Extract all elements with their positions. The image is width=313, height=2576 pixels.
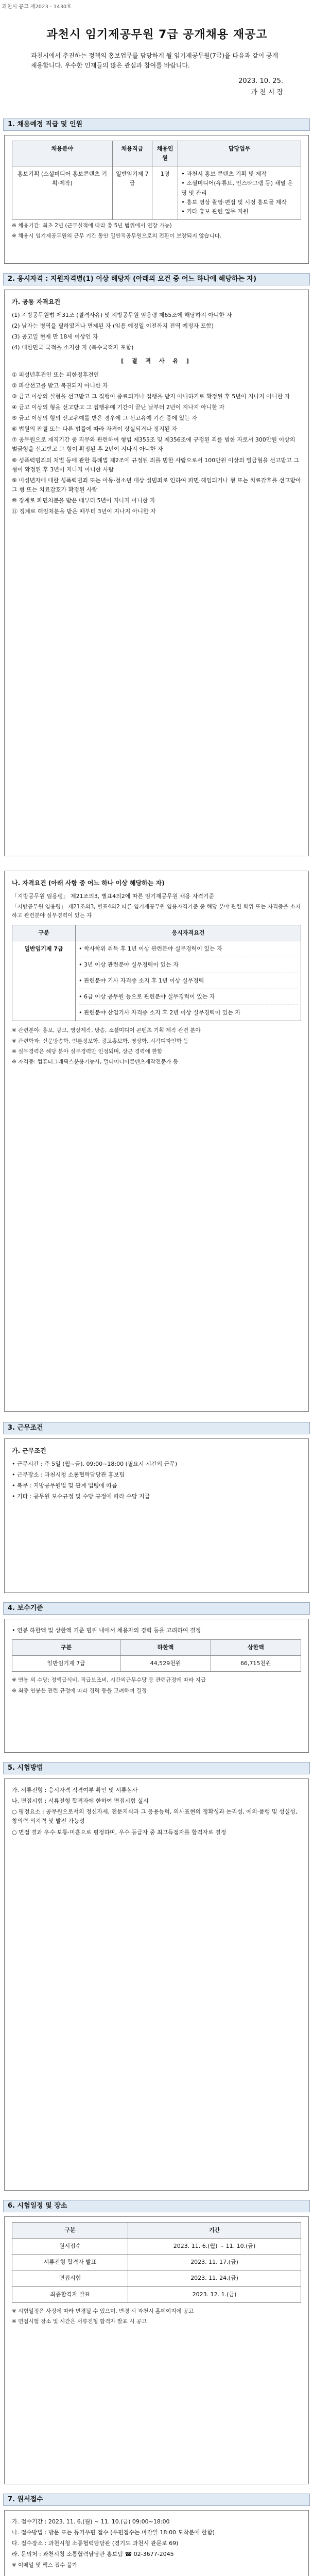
schedule-stage: 최종합격자 발표 xyxy=(12,2286,128,2302)
schedule-date: 2023. 12. 1.(금) xyxy=(128,2286,301,2302)
positions-note: ※ 채용시 임기제공무원의 근무 기간 동안 일반직공무원으로의 전환이 보장되지 않습니다. xyxy=(12,233,222,240)
table-header: 기간 xyxy=(128,2223,301,2239)
field-cell: 홍보기획 (소셜미디어 홍보콘텐츠 기획·제작) xyxy=(12,166,113,220)
pay-note: ※ 최종 연봉은 관련 규정에 따라 경력 등을 고려하여 결정 xyxy=(12,1687,147,1694)
table-header: 구분 xyxy=(12,1640,120,1656)
work-item: • 근무시간 : 주 5일 (월~금), 09:00~18:00 (필요시 시간외 근무) xyxy=(12,1460,178,1467)
disqualification-item: ⑦ 공무원으로 재직기간 중 직무와 관련하여 형법 제355조 및 제356조에 규정된 죄를 범한 자로서 300만원 이상의 벌금형을 선고받고 그 형이 확정된 후 2년이 지나지 아니한 자 xyxy=(12,436,295,453)
qualification-note: ※ 실무경력은 해당 분야 실무경력만 인정되며, 상근 경력에 한함 xyxy=(12,1048,163,1055)
qualification-note: ※ 관련분야: 홍보, 광고, 영상제작, 방송, 소셜미디어 콘텐츠 기획·제작 관련 분야 xyxy=(12,1027,201,1034)
requirement-item: • 3년 이상 관련분야 실무경력이 있는 자 xyxy=(79,961,179,968)
schedule-note: ※ 시험일정은 사정에 따라 변경될 수 있으며, 변경 시 과천시 홈페이지에 공고 xyxy=(12,2308,194,2314)
table-row xyxy=(12,2255,301,2270)
section-heading-application: 7. 원서접수 xyxy=(3,2494,310,2506)
table-row xyxy=(12,1656,301,1672)
schedule-block xyxy=(4,2216,309,2484)
duty-item: • 기타 홍보 관련 업무 지원 xyxy=(181,208,249,215)
duties-cell xyxy=(178,166,301,220)
pay-min-cell: 44,529천원 xyxy=(120,1656,211,1672)
signature-block xyxy=(31,76,283,98)
section-heading-pay: 4. 보수기준 xyxy=(3,1602,310,1615)
duty-item: • 홍보 영상 촬영·편집 및 시정 홍보물 제작 xyxy=(181,198,287,206)
qualifications-specific-block xyxy=(4,871,309,1412)
table-row xyxy=(12,166,301,220)
page-title: 과천시 임기제공무원 7급 공개채용 재공고 xyxy=(46,28,268,41)
announcement-date: 2023. 10. 25. xyxy=(238,77,283,86)
pay-table xyxy=(12,1639,301,1672)
exam-item: ○ 평정요소 : 공무원으로서의 정신자세, 전문지식과 그 응용능력, 의사표현의 정확성과 논리성, 예의·품행 및 성실성, 창의력·의지력 및 발전 가능성 xyxy=(12,1808,298,1825)
specific-qual-note: 「지방공무원 임용령」 제21조의3, 별표4의2 따른 임기제공무원 임용자격기준 중 해당 분야 관련 학위 또는 자격증을 소지하고 관련분야 실무경력이 있는 자 xyxy=(12,903,301,919)
specific-qual-title: 나. 자격요건 (아래 사항 중 어느 하나 이상 해당하는 자) xyxy=(12,879,165,887)
requirements-cell xyxy=(76,941,301,1021)
qualification-table xyxy=(12,925,301,1022)
table-header: 상한액 xyxy=(211,1640,301,1656)
application-item: 가. 접수기간 : 2023. 11. 6.(월) ~ 11. 10.(금) 09:00~18:00 xyxy=(12,2518,170,2525)
positions-table xyxy=(12,141,301,220)
disqualification-item: ⑧ 성폭력범죄의 처벌 등에 관한 특례법 제2조에 규정된 죄를 범한 사람으로서 100만원 이상의 벌금형을 선고받고 그 형이 확정된 후 3년이 지나지 아니한 사람 xyxy=(12,456,299,473)
grade-cell: 일반임기제 7급 xyxy=(112,166,152,220)
pay-max-cell: 66,715천원 xyxy=(211,1656,301,1672)
schedule-table xyxy=(12,2222,301,2303)
common-qual-item: (2) 남자는 병역을 필하였거나 면제된 자 (임용 예정일 이전까지 전역 예정자 포함) xyxy=(12,322,214,329)
disqualification-item: ⑤ 금고 이상의 형의 선고유예를 받은 경우에 그 선고유예 기간 중에 있는 자 xyxy=(12,415,197,422)
duty-item: • 과천시 홍보 콘텐츠 기획 및 제작 xyxy=(181,171,267,178)
application-item: 나. 접수방법 : 방문 또는 등기우편 접수 (우편접수는 마감일 18:00 도착분에 한함) xyxy=(12,2529,215,2536)
table-row xyxy=(12,2286,301,2302)
table-header: 구분 xyxy=(12,2223,128,2239)
work-item: • 복무 : 지방공무원법 및 관계 법령에 따름 xyxy=(12,1482,117,1489)
duty-item: • 소셜미디어(유튜브, 인스타그램 등) 채널 운영 및 관리 xyxy=(181,180,293,196)
disqualification-item: ④ 금고 이상의 형을 선고받고 그 집행유예 기간이 끝난 날부터 2년이 지나지 아니한 자 xyxy=(12,403,224,411)
application-note: ※ 이메일 및 팩스 접수 불가 xyxy=(12,2562,77,2568)
schedule-stage: 서류전형 합격자 발표 xyxy=(12,2255,128,2270)
common-qual-item: (3) 공고일 현재 만 18세 이상인 자 xyxy=(12,333,98,341)
table-header: 응시자격요건 xyxy=(76,925,301,941)
specific-qual-intro: 「지방공무원 임용령」 제21조의3, 별표4의2에 따른 임기제공무원 채용 자격기준 xyxy=(12,892,215,900)
common-qual-item: (4) 대한민국 국적을 소지한 자 (복수국적자 포함) xyxy=(12,344,134,351)
table-row xyxy=(12,2239,301,2255)
work-item: • 근무장소 : 과천시청 소통협력담당관 홍보팀 xyxy=(12,1471,125,1478)
section-heading-qualifications: 2. 응시자격 : 지원자격별(1) 이상 해당자 (아래의 요건 중 어느 하나에 해당하는 자) xyxy=(3,273,310,285)
qualifications-common-block xyxy=(4,290,309,856)
disqualification-item: ⑨ 미성년자에 대한 성폭력범죄 또는 아동·청소년 대상 성범죄로 인하여 파면·해임되거나 형 또는 치료감호를 선고받아 그 형 또는 치료감호가 확정된 사람 xyxy=(12,477,301,494)
pay-note: ※ 연봉 외 수당: 정액급식비, 직급보조비, 시간외근무수당 등 관련규정에 따라 지급 xyxy=(12,1677,206,1684)
schedule-date: 2023. 11. 17.(금) xyxy=(128,2255,301,2270)
disqualification-item: ③ 금고 이상의 실형을 선고받고 그 집행이 종료되거나 집행을 받지 아니하기로 확정된 후 5년이 지나지 아니한 자 xyxy=(12,393,290,400)
section-heading-exam: 5. 시험방법 xyxy=(3,1762,310,1774)
positions-block xyxy=(4,135,309,264)
table-row xyxy=(12,2270,301,2286)
section-heading-work: 3. 근무조건 xyxy=(3,1422,310,1434)
disqualification-item: ⑩ 징계로 파면처분을 받은 때부터 5년이 지나지 아니한 자 xyxy=(12,497,155,504)
announcement-number: 과천시 공고 제2023 - 1430호 xyxy=(2,4,72,10)
application-block xyxy=(4,2510,309,2576)
section-heading-positions: 1. 채용예정 직급 및 인원 xyxy=(3,118,310,131)
exam-block xyxy=(4,1778,309,2191)
schedule-note: ※ 면접시험 장소 및 시간은 서류전형 합격자 발표 시 공고 xyxy=(12,2318,147,2325)
pay-grade-cell: 일반임기제 7급 xyxy=(12,1656,120,1672)
application-item: 라. 문의처 : 과천시청 소통협력담당관 홍보팀 ☎ 02-3677-2045 xyxy=(12,2551,174,2558)
application-item: 다. 접수장소 : 과천시청 소통협력담당관 (경기도 과천시 관문로 69) xyxy=(12,2540,179,2547)
qualification-note: ※ 자격증: 컴퓨터그래픽스운용기능사, 멀티미디어콘텐츠제작전문가 등 xyxy=(12,1059,179,1065)
common-qual-item: (1) 지방공무원법 제31조 (결격사유) 및 지방공무원 임용령 제65조에 해당하지 아니한 자 xyxy=(12,311,232,318)
table-header: 담당업무 xyxy=(178,141,301,166)
disqualification-item: ⑥ 법원의 판결 또는 다른 법률에 따라 자격이 상실되거나 정지된 자 xyxy=(12,426,178,433)
requirement-item: • 학사학위 취득 후 1년 이상 관련분야 실무경력이 있는 자 xyxy=(79,945,222,952)
table-header: 채용인원 xyxy=(152,141,178,166)
count-cell: 1명 xyxy=(152,166,178,220)
disqualification-item: ① 피성년후견인 또는 피한정후견인 xyxy=(12,371,99,378)
pay-block xyxy=(4,1619,309,1753)
requirement-item: • 관련분야 기사 자격증 소지 후 1년 이상 실무경력 xyxy=(79,977,204,984)
table-header: 채용분야 xyxy=(12,141,113,166)
requirement-item: • 관련분야 산업기사 자격증 소지 후 2년 이상 실무경력이 있는 자 xyxy=(79,1009,241,1016)
exam-item: ○ 면접 결과 우수·보통·미흡으로 평정하며, 우수 등급자 중 최고득점자를 합격자로 결정 xyxy=(12,1828,227,1836)
exam-item: 가. 서류전형 : 응시자격 적격여부 확인 및 서류심사 xyxy=(12,1787,138,1793)
disqualification-item: ⑪ 징계로 해임처분을 받은 때부터 3년이 지나지 아니한 자 xyxy=(12,508,156,515)
requirement-item: • 6급 이상 공무원 등으로 관련분야 실무경력이 있는 자 xyxy=(79,993,215,1001)
schedule-stage: 면접시험 xyxy=(12,2270,128,2286)
disqualification-item: ② 파산선고를 받고 복권되지 아니한 자 xyxy=(12,382,108,389)
signer: 과 천 시 장 xyxy=(251,89,283,97)
intro-text: 과천시에서 추진하는 정책의 홍보업무를 담당하게 될 임기제공무원(7급)을 다음과 같이 공개채용합니다. 우수한 인재들의 많은 관심과 참여를 바랍니다. xyxy=(31,52,279,70)
table-header: 구분 xyxy=(12,925,76,941)
schedule-stage: 원서접수 xyxy=(12,2239,128,2255)
pay-intro: • 연봉 하한액 및 상한액 기준 범위 내에서 채용자의 경력 등을 고려하여 결정 xyxy=(12,1627,201,1634)
grade-cell: 일반임기제 7급 xyxy=(12,941,76,1021)
exam-item: 나. 면접시험 : 서류전형 합격자에 한하여 면접시험 실시 xyxy=(12,1798,149,1805)
positions-note: ※ 채용기간: 최초 2년 (근무실적에 따라 총 5년 범위에서 연장 가능) xyxy=(12,222,172,229)
qualification-note: ※ 관련학과: 신문방송학, 언론정보학, 광고홍보학, 영상학, 시각디자인학 등 xyxy=(12,1038,189,1044)
title-area xyxy=(31,26,283,99)
disqualification-heading: [ 결 격 사 유 ] xyxy=(121,358,192,365)
table-row xyxy=(12,941,301,1021)
work-item: • 기타 : 공무원 보수규정 및 수당 규정에 따라 수당 지급 xyxy=(12,1493,150,1500)
section-heading-schedule: 6. 시험일정 및 장소 xyxy=(3,2200,310,2212)
table-header: 채용직급 xyxy=(112,141,152,166)
work-block xyxy=(4,1438,309,1593)
schedule-date: 2023. 11. 24.(금) xyxy=(128,2270,301,2286)
common-qual-title: 가. 공통 자격요건 xyxy=(12,298,61,306)
work-title: 가. 근무조건 xyxy=(12,1447,46,1454)
schedule-date: 2023. 11. 6.(월) ~ 11. 10.(금) xyxy=(128,2239,301,2255)
table-header: 하한액 xyxy=(120,1640,211,1656)
